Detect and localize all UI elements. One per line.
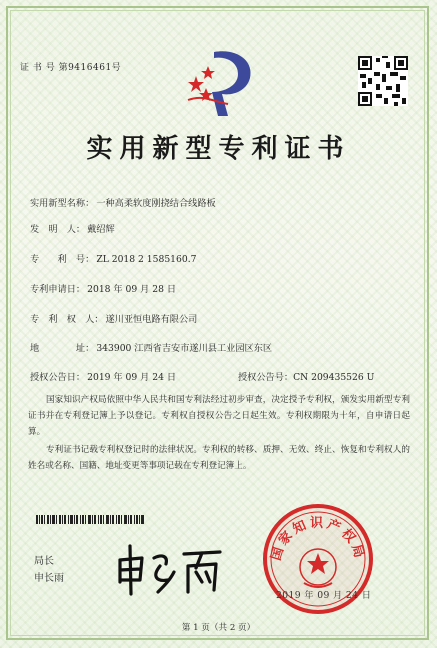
document-title: 实用新型专利证书 (86, 134, 351, 164)
director-signature (110, 536, 230, 598)
field-application-date (30, 281, 176, 295)
certificate-number: 证 书 号 第9416461号 (20, 63, 122, 73)
legal-paragraph-status: 专利证书记载专利权登记时的法律状况。专利权的转移、质押、无效、终止、恢复和专利权人的姓名或名称、国籍、地址变更等事项记载在专利登记簿上。 (28, 445, 410, 471)
field-announcement-number (238, 369, 374, 383)
field-label: 专 利 号： (30, 254, 95, 265)
issue-date: 2019 年 09 月 24 日 (276, 590, 372, 601)
field-value: CN 209435526 U (293, 372, 375, 383)
field-label: 专利申请日： (30, 284, 86, 295)
field-label: 发 明 人： (30, 224, 86, 235)
legal-paragraph-grant: 国家知识产权局依照中华人民共和国专利法经过初步审查，决定授予专利权，颁发实用新型专利证书并在专利登记簿上予以登记。专利权自授权公告之日起生效。专利权期限为十年，自申请日起算。 (28, 395, 410, 437)
director-title: 局长 (34, 556, 54, 567)
field-value: 一种高柔软度刚挠结合线路板 (96, 198, 216, 209)
seal-text: 国家知识产权局 (268, 516, 368, 563)
field-patent-number (30, 251, 196, 265)
field-label: 实用新型名称： (30, 198, 95, 209)
field-value: 343900 江西省吉安市遂川县工业园区东区 (96, 343, 273, 354)
field-address (30, 340, 272, 354)
field-value: 遂川亚恒电路有限公司 (105, 314, 198, 325)
field-label: 授权公告日： (30, 372, 86, 383)
field-value: 2019 年 09 月 24 日 (87, 372, 177, 383)
field-value: 戴绍辉 (87, 224, 115, 235)
field-value: ZL 2018 2 1585160.7 (96, 254, 197, 265)
patent-office-emblem-icon (184, 46, 262, 118)
page-number: 第 1 页（共 2 页） (181, 623, 256, 633)
field-label: 专 利 权 人： (30, 314, 104, 325)
field-value: 2018 年 09 月 28 日 (87, 284, 177, 295)
field-utility-model-name (30, 195, 216, 209)
barcode (36, 515, 144, 524)
field-patentee (30, 311, 197, 325)
field-inventor (30, 221, 115, 235)
director-name: 申长雨 (34, 573, 64, 584)
field-label: 地 址： (30, 343, 95, 354)
field-label: 授权公告号： (238, 372, 294, 383)
field-announcement-date (30, 369, 176, 383)
qr-code (358, 56, 408, 106)
